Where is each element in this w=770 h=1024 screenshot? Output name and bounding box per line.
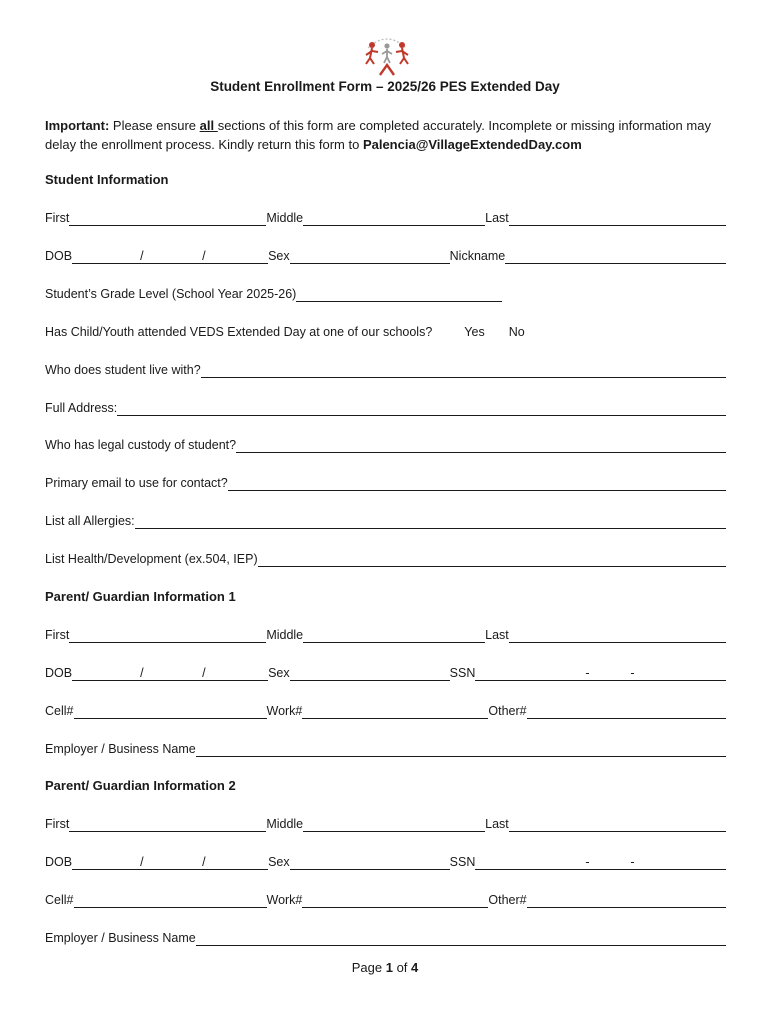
ssn-dash-1: - — [585, 666, 590, 680]
parent1-middle-field[interactable] — [303, 629, 485, 643]
yes-option[interactable]: Yes — [464, 325, 485, 339]
cell-label: Cell# — [45, 893, 74, 907]
sex-label: Sex — [268, 666, 290, 680]
parent1-dob-row — [45, 663, 726, 681]
parent2-other-field[interactable] — [527, 894, 726, 908]
student-last-field[interactable] — [509, 212, 726, 226]
parent1-first-field[interactable] — [69, 629, 266, 643]
dob-slash-1: / — [140, 855, 144, 869]
intro-all: all — [199, 118, 218, 133]
allergies-field[interactable] — [135, 515, 726, 529]
address-row — [45, 398, 726, 416]
form-title: Student Enrollment Form – 2025/26 PES Extended Day — [210, 79, 560, 94]
allergies-row — [45, 511, 726, 529]
grade-label: Student’s Grade Level (School Year 2025-26) — [45, 287, 297, 301]
return-email: Palencia@VillageExtendedDay.com — [362, 137, 582, 152]
health-field[interactable] — [258, 553, 726, 567]
student-first-field[interactable] — [69, 212, 266, 226]
page-total: 4 — [411, 960, 419, 975]
last-label: Last — [485, 628, 509, 642]
last-label: Last — [485, 817, 509, 831]
dob-slash-2: / — [202, 249, 206, 263]
middle-label: Middle — [266, 211, 304, 225]
ssn-dash-2: - — [630, 666, 635, 680]
parent1-ssn-field[interactable] — [475, 667, 726, 681]
email-field[interactable] — [228, 477, 726, 491]
dob-label: DOB — [45, 249, 73, 263]
parent1-sex-field[interactable] — [290, 667, 450, 681]
work-label: Work# — [266, 704, 303, 718]
custody-label: Who has legal custody of student? — [45, 438, 237, 452]
address-field[interactable] — [117, 402, 726, 416]
parent2-heading: Parent/ Guardian Information 2 — [45, 778, 236, 793]
last-label: Last — [485, 211, 509, 225]
page-label: Page — [351, 960, 386, 975]
student-dob-field[interactable] — [72, 250, 268, 264]
dob-slash-2: / — [202, 666, 206, 680]
address-label: Full Address: — [45, 401, 118, 415]
ssn-label: SSN — [449, 666, 476, 680]
lives-with-label: Who does student live with? — [45, 363, 201, 377]
employer-label: Employer / Business Name — [45, 742, 196, 756]
ssn-label: SSN — [449, 855, 476, 869]
important-label: Important: — [45, 118, 110, 133]
parent1-last-field[interactable] — [509, 629, 726, 643]
parent1-work-field[interactable] — [302, 705, 488, 719]
sex-label: Sex — [268, 855, 290, 869]
parent1-employer-row — [45, 739, 726, 757]
sex-label: Sex — [268, 249, 290, 263]
first-label: First — [45, 211, 70, 225]
work-label: Work# — [266, 893, 303, 907]
parent2-ssn-field[interactable] — [475, 856, 726, 870]
attended-label: Has Child/Youth attended VEDS Extended Day at one of our schools? — [45, 325, 433, 339]
student-dob-row — [45, 246, 726, 264]
email-label: Primary email to use for contact? — [45, 476, 228, 490]
parent2-dob-field[interactable] — [72, 856, 268, 870]
nickname-label: Nickname — [449, 249, 506, 263]
email-row — [45, 473, 726, 491]
parent2-cell-field[interactable] — [74, 894, 267, 908]
parent2-middle-field[interactable] — [303, 818, 485, 832]
attended-row — [45, 322, 726, 340]
ssn-dash-1: - — [585, 855, 590, 869]
first-label: First — [45, 628, 70, 642]
parent2-last-field[interactable] — [509, 818, 726, 832]
lives-with-field[interactable] — [201, 364, 726, 378]
parent2-sex-field[interactable] — [290, 856, 450, 870]
dob-slash-2: / — [202, 855, 206, 869]
other-label: Other# — [488, 893, 527, 907]
dob-slash-1: / — [140, 666, 144, 680]
parent1-other-field[interactable] — [527, 705, 726, 719]
ssn-dash-2: - — [630, 855, 635, 869]
health-row — [45, 549, 726, 567]
parent1-name-row — [45, 625, 726, 643]
intro-text-2: sections of this form are completed accurately. Incomplete or missing information may delay the enrollment process. Kindly return this form to — [45, 118, 711, 152]
logo-figures-icon — [358, 34, 416, 76]
custody-field[interactable] — [236, 439, 726, 453]
parent2-employer-row — [45, 928, 726, 946]
cell-label: Cell# — [45, 704, 74, 718]
intro-text-1: Please ensure — [109, 118, 200, 133]
dob-label: DOB — [45, 855, 73, 869]
first-label: First — [45, 817, 70, 831]
allergies-label: List all Allergies: — [45, 514, 135, 528]
no-option[interactable]: No — [508, 325, 525, 339]
health-label: List Health/Development (ex.504, IEP) — [45, 552, 258, 566]
parent2-first-field[interactable] — [69, 818, 266, 832]
page-number: 1 — [385, 960, 393, 975]
employer-label: Employer / Business Name — [45, 931, 196, 945]
parent1-employer-field[interactable] — [196, 743, 726, 757]
middle-label: Middle — [266, 628, 304, 642]
grade-field[interactable] — [296, 288, 502, 302]
dob-label: DOB — [45, 666, 73, 680]
student-nickname-field[interactable] — [505, 250, 726, 264]
lives-with-row — [45, 360, 726, 378]
middle-label: Middle — [266, 817, 304, 831]
custody-row — [45, 435, 726, 453]
intro-paragraph — [45, 116, 735, 154]
student-middle-field[interactable] — [303, 212, 485, 226]
student-name-row — [45, 208, 726, 226]
parent1-phone-row — [45, 701, 726, 719]
parent1-dob-field[interactable] — [72, 667, 268, 681]
page-footer — [0, 960, 770, 975]
parent1-cell-field[interactable] — [74, 705, 267, 719]
parent2-name-row — [45, 814, 726, 832]
parent2-work-field[interactable] — [302, 894, 488, 908]
parent1-heading: Parent/ Guardian Information 1 — [45, 589, 236, 604]
parent2-dob-row — [45, 852, 726, 870]
page-of: of — [392, 960, 412, 975]
parent2-employer-field[interactable] — [196, 932, 726, 946]
student-sex-field[interactable] — [290, 250, 450, 264]
student-info-heading: Student Information — [45, 172, 169, 187]
dob-slash-1: / — [140, 249, 144, 263]
parent2-phone-row — [45, 890, 726, 908]
grade-row — [45, 284, 726, 302]
other-label: Other# — [488, 704, 527, 718]
